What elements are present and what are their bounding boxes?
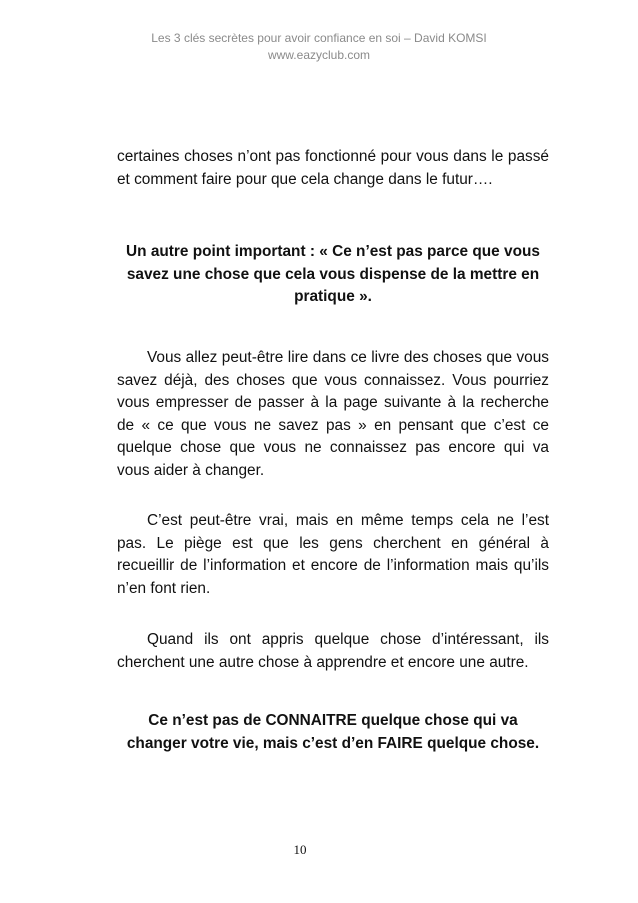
callout-important-point: Un autre point important : « Ce n’est pas parce que vous savez une chose que cela vous dispense de la mettre en pratique ». (126, 243, 540, 305)
page-number: 10 (293, 842, 307, 857)
running-header (0, 30, 638, 64)
header-website: www.eazyclub.com (267, 48, 371, 62)
callout-do-something: Ce n’est pas de CONNAITRE quelque chose qui va changer votre vie, mais c’est d’en FAIRE quelque chose. (126, 712, 540, 752)
paragraph-trap: C’est peut-être vrai, mais en même temps cela ne l’est pas. Le piège est que les gens cherchent en général à recueillir de l’information et encore de l’information mais qu’ils n’en font rien. (117, 512, 549, 597)
paragraph-known-things: Vous allez peut-être lire dans ce livre des choses que vous savez déjà, des choses que vous connaissez. Vous pourriez vous empresser de passer à la page suivante à la recherche de « ce que vous ne savez pas » en pensant que c’est ce quelque chose que vous ne connaissez pas encore qui va vous aider à changer. (117, 349, 549, 479)
paragraph-keep-learning: Quand ils ont appris quelque chose d’intéressant, ils cherchent une autre chose à apprendre et encore une autre. (117, 631, 549, 671)
paragraph-continuation: certaines choses n’ont pas fonctionné pour vous dans le passé et comment faire pour que cela change dans le futur…. (117, 148, 549, 188)
header-title: Les 3 clés secrètes pour avoir confiance en soi – David KOMSI (151, 31, 487, 45)
